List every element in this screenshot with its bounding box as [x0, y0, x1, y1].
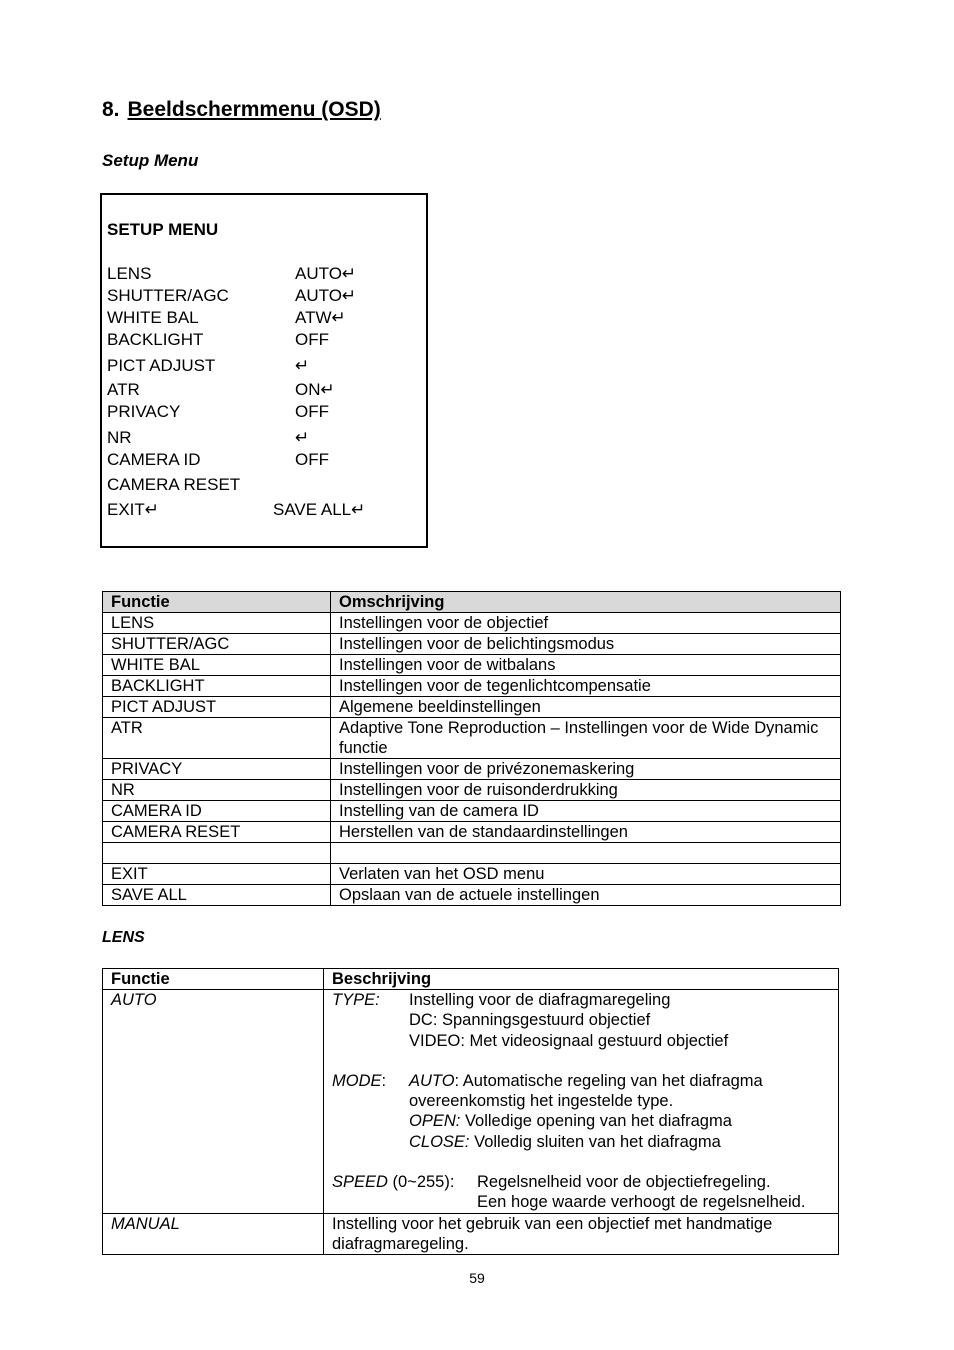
lens-table	[102, 968, 839, 1255]
description-cell: Instellingen voor de privézonemaskering	[331, 759, 841, 780]
table-row	[103, 676, 841, 697]
description-cell: Instellingen voor de tegenlichtcompensatie	[331, 676, 841, 697]
osd-row-value: OFF	[295, 330, 329, 349]
osd-row-label: BACKLIGHT	[107, 330, 204, 349]
function-cell: MANUAL	[103, 1213, 324, 1254]
osd-row-label: CAMERA ID	[107, 450, 201, 469]
mode-auto-text: : Automatische regeling van het diafragma	[454, 1071, 763, 1090]
mode-open-key: OPEN:	[409, 1112, 461, 1131]
section-number: 8.	[102, 98, 120, 121]
type-text: Instelling voor de diafragmaregeling	[409, 991, 671, 1009]
osd-save-all: SAVE ALL↵	[273, 500, 366, 519]
description-cell: Adaptive Tone Reproduction – Instellingen voor de Wide Dynamic functie	[331, 718, 841, 759]
function-cell: AUTO	[103, 990, 324, 1214]
mode-text	[409, 1071, 763, 1091]
section-title: Beeldschermmenu (OSD)	[127, 98, 381, 121]
description-cell	[324, 990, 839, 1214]
table-row	[103, 613, 841, 634]
speed-key: SPEED	[332, 1173, 388, 1192]
mode-close-key: CLOSE:	[409, 1132, 470, 1151]
osd-row-label: LENS	[107, 264, 152, 283]
table-row	[103, 780, 841, 801]
table-row	[103, 718, 841, 759]
page-number: 59	[469, 1270, 485, 1286]
function-cell: BACKLIGHT	[103, 676, 331, 697]
mode-line	[332, 1091, 830, 1111]
mode-line	[332, 1111, 830, 1131]
osd-footer	[107, 500, 423, 522]
mode-text: overeenkomstig het ingestelde type.	[409, 1092, 674, 1111]
function-cell: WHITE BAL	[103, 655, 331, 676]
function-cell: CAMERA RESET	[103, 822, 331, 843]
mode-colon: :	[381, 1071, 387, 1090]
table-row	[103, 655, 841, 676]
function-cell: EXIT	[103, 864, 331, 885]
speed-line	[332, 1172, 830, 1192]
section-heading	[102, 98, 381, 122]
description-cell: Instelling van de camera ID	[331, 801, 841, 822]
function-cell: PICT ADJUST	[103, 697, 331, 718]
osd-row-label: WHITE BAL	[107, 308, 199, 327]
description-cell: Instellingen voor de belichtingsmodus	[331, 634, 841, 655]
osd-row	[107, 286, 423, 308]
mode-text	[409, 1132, 721, 1152]
osd-row	[107, 330, 423, 352]
osd-row-value: ↵	[295, 428, 310, 447]
mode-open-text: Volledige opening van het diafragma	[460, 1112, 732, 1131]
function-cell: SAVE ALL	[103, 885, 331, 906]
column-header: Beschrijving	[324, 969, 839, 990]
osd-row	[107, 380, 423, 402]
mode-label	[332, 1071, 386, 1091]
function-cell: NR	[103, 780, 331, 801]
description-cell: Instellingen voor de witbalans	[331, 655, 841, 676]
table-header-row	[103, 592, 841, 613]
type-text: DC: Spanningsgestuurd objectief	[409, 1011, 651, 1030]
lens-heading: LENS	[102, 929, 145, 946]
function-cell: CAMERA ID	[103, 801, 331, 822]
table-row	[103, 801, 841, 822]
osd-row	[107, 264, 423, 286]
osd-row-label: CAMERA RESET	[107, 475, 241, 494]
osd-row-label: SHUTTER/AGC	[107, 286, 229, 305]
function-cell: SHUTTER/AGC	[103, 634, 331, 655]
osd-row-label: ATR	[107, 380, 140, 399]
function-cell: PRIVACY	[103, 759, 331, 780]
description-cell: Instellingen voor de objectief	[331, 613, 841, 634]
mode-text	[409, 1111, 732, 1131]
speed-label	[332, 1172, 454, 1192]
table-row	[103, 864, 841, 885]
description-cell: Instellingen voor de ruisonderdrukking	[331, 780, 841, 801]
osd-menu-box	[100, 193, 428, 548]
type-line	[332, 990, 830, 1010]
type-key: TYPE:	[332, 991, 380, 1009]
speed-text: Regelsnelheid voor de objectiefregeling.	[477, 1173, 771, 1192]
osd-row-value: ATW↵	[295, 308, 346, 327]
type-text: VIDEO: Met videosignaal gestuurd objectief	[409, 1031, 729, 1050]
mode-line	[332, 1132, 830, 1152]
osd-row-label: NR	[107, 428, 132, 447]
mode-close-text: Volledig sluiten van het diafragma	[469, 1132, 721, 1151]
mode-line	[332, 1071, 830, 1091]
table-row	[103, 759, 841, 780]
osd-row-value: AUTO↵	[295, 286, 357, 305]
osd-row-value: ↵	[295, 356, 310, 375]
speed-text: Een hoge waarde verhoogt de regelsnelheid.	[477, 1193, 806, 1212]
osd-row	[107, 402, 423, 424]
table-header-row	[103, 969, 839, 990]
description-cell: Algemene beeldinstellingen	[331, 697, 841, 718]
table-row	[103, 990, 839, 1214]
osd-row-label: PRIVACY	[107, 402, 181, 421]
description-cell: Verlaten van het OSD menu	[331, 864, 841, 885]
speed-range: (0~255):	[387, 1173, 455, 1192]
osd-row	[107, 308, 423, 330]
table-row	[103, 843, 841, 864]
mode-auto-key: AUTO	[409, 1071, 455, 1090]
osd-row-value: ON↵	[295, 380, 335, 399]
function-cell: ATR	[103, 718, 331, 759]
table-row	[103, 885, 841, 906]
column-header: Functie	[103, 969, 324, 990]
osd-row	[107, 450, 423, 472]
speed-line	[332, 1192, 830, 1212]
mode-key: MODE	[332, 1071, 382, 1090]
description-cell	[331, 843, 841, 864]
osd-row-label: PICT ADJUST	[107, 356, 216, 375]
table-row	[103, 1213, 839, 1254]
osd-row-value: AUTO↵	[295, 264, 357, 283]
description-cell: Instelling voor het gebruik van een objectief met handmatige diafragmaregeling.	[324, 1213, 839, 1254]
column-header: Omschrijving	[331, 592, 841, 613]
osd-row	[107, 475, 423, 497]
osd-exit: EXIT↵	[107, 500, 160, 519]
table-row	[103, 634, 841, 655]
column-header: Functie	[103, 592, 331, 613]
osd-row-value: OFF	[295, 450, 329, 469]
description-cell: Opslaan van de actuele instellingen	[331, 885, 841, 906]
functions-table	[102, 591, 841, 906]
osd-row	[107, 356, 423, 378]
setup-menu-heading: Setup Menu	[102, 151, 199, 170]
function-cell: LENS	[103, 613, 331, 634]
osd-row	[107, 428, 423, 450]
osd-row-value: OFF	[295, 402, 329, 421]
type-line	[332, 1010, 830, 1030]
table-row	[103, 697, 841, 718]
osd-title: SETUP MENU	[107, 220, 219, 239]
description-cell: Herstellen van de standaardinstellingen	[331, 822, 841, 843]
type-line	[332, 1031, 830, 1051]
function-cell	[103, 843, 331, 864]
table-row	[103, 822, 841, 843]
